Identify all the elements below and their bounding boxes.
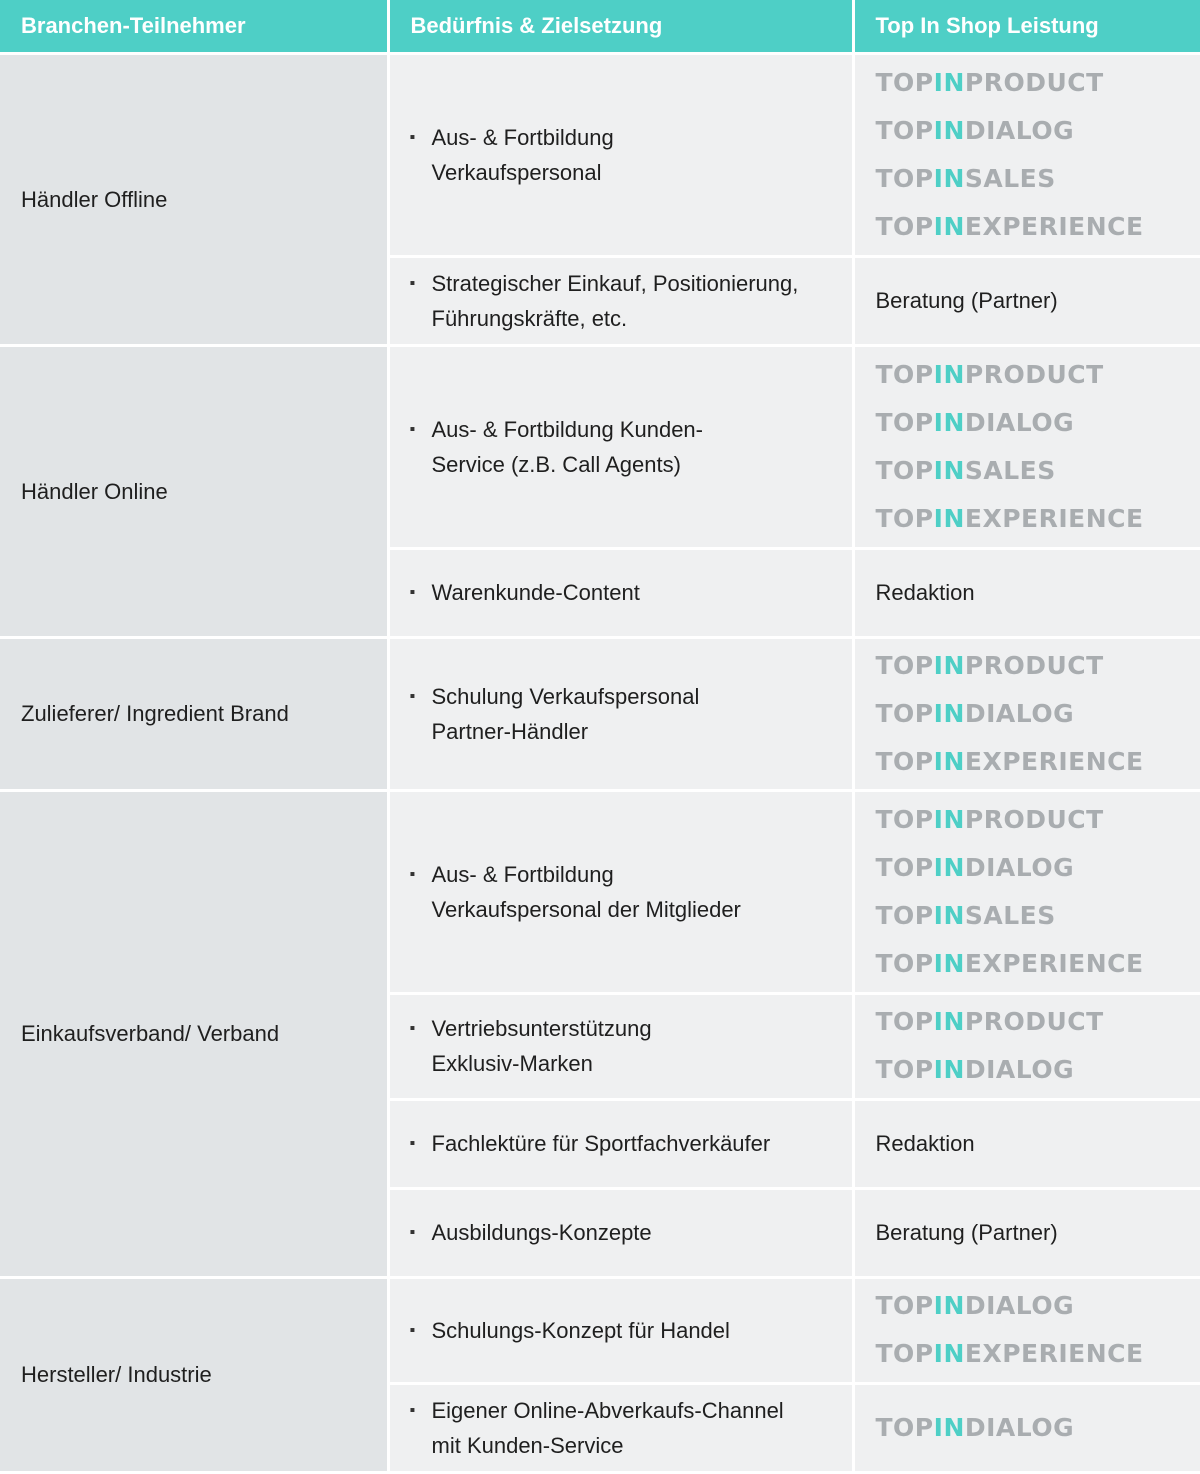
service-brand-product: TOPINPRODUCT [875,1007,1104,1036]
participant-cell: Händler Offline [0,53,388,345]
need-text: Vertriebsunterstützung Exklusiv-Marken [431,1016,652,1076]
table-row [0,637,1200,790]
need-cell [388,53,853,256]
need-cell [388,1099,853,1188]
need-item [410,857,842,927]
service-cell [853,637,1200,790]
need-text: Ausbildungs-Konzepte [431,1220,652,1245]
participant-cell: Händler Online [0,345,388,637]
service-cell [853,1277,1200,1383]
participant-cell: Einkaufsverband/ Verband [0,790,388,1277]
need-cell [388,790,853,993]
need-cell [388,1188,853,1277]
header-row [0,0,1200,53]
need-text: Aus- & Fortbildung Kunden- Service (z.B. Call Agents) [431,416,703,477]
service-brand-dialog: TOPINDIALOG [875,698,1075,728]
service-brand-experience: TOPINEXPERIENCE [875,746,1144,776]
need-item [410,1393,842,1463]
service-text: Beratung (Partner) [875,288,1058,313]
table-row [0,53,1200,256]
service-cell [853,345,1200,548]
service-brand-product: TOPINPRODUCT [875,67,1104,97]
service-cell [853,1383,1200,1472]
need-text: Schulung Verkaufspersonal Partner-Händler [431,683,700,744]
need-cell [388,548,853,637]
need-item [410,679,842,749]
service-brand-dialog: TOPINDIALOG [875,1412,1075,1442]
service-cell [853,548,1200,637]
header-needs: Bedürfnis & Zielsetzung [388,0,853,53]
need-cell [388,993,853,1099]
service-brand-experience: TOPINEXPERIENCE [875,1339,1144,1368]
service-brand-product: TOPINPRODUCT [875,650,1104,680]
service-cell [853,1188,1200,1277]
need-item [410,575,842,610]
bullet-icon: ▪ [409,584,416,601]
need-item [410,412,842,482]
bullet-icon: ▪ [409,1401,416,1419]
bullet-icon: ▪ [409,1321,416,1339]
need-cell [388,1383,853,1472]
need-cell [388,256,853,345]
need-item [410,1011,842,1081]
bullet-icon: ▪ [409,687,416,705]
table-row [0,790,1200,993]
service-text: Redaktion [875,1131,975,1156]
need-text: Schulungs-Konzept für Handel [431,1317,730,1343]
service-brand-sales: TOPINSALES [875,163,1056,193]
need-item [410,1313,842,1348]
need-item [410,266,842,336]
header-participants: Branchen-Teilnehmer [0,0,388,53]
service-brand-experience: TOPINEXPERIENCE [875,211,1144,241]
service-brand-experience: TOPINEXPERIENCE [875,948,1144,978]
bullet-icon: ▪ [409,128,416,146]
bullet-icon: ▪ [409,1020,416,1037]
participant-cell: Zulieferer/ Ingredient Brand [0,637,388,790]
service-brand-experience: TOPINEXPERIENCE [875,503,1144,533]
need-text: Aus- & Fortbildung Verkaufspersonal der Mitglieder [431,861,741,922]
service-brand-dialog: TOPINDIALOG [875,852,1075,882]
service-brand-sales: TOPINSALES [875,455,1056,485]
participant-cell: Hersteller/ Industrie [0,1277,388,1472]
header-services: Top In Shop Leistung [853,0,1200,53]
need-text: Warenkunde-Content [431,580,640,605]
bullet-icon: ▪ [409,1224,416,1241]
need-item [410,120,842,190]
service-brand-dialog: TOPINDIALOG [875,1055,1075,1084]
service-brand-product: TOPINPRODUCT [875,804,1104,834]
need-text: Fachlektüre für Sportfachverkäufer [431,1131,771,1156]
need-item [410,1215,842,1250]
need-cell [388,1277,853,1383]
service-brand-dialog: TOPINDIALOG [875,1291,1075,1320]
bullet-icon: ▪ [409,274,416,292]
service-text: Beratung (Partner) [875,1220,1058,1245]
service-cell [853,53,1200,256]
service-cell [853,256,1200,345]
table-row [0,345,1200,548]
service-text: Redaktion [875,580,975,605]
need-text: Aus- & Fortbildung Verkaufspersonal [431,124,614,185]
service-brand-sales: TOPINSALES [875,900,1056,930]
service-brand-dialog: TOPINDIALOG [875,115,1075,145]
need-cell [388,345,853,548]
table-body [0,53,1200,1472]
service-brand-product: TOPINPRODUCT [875,359,1104,389]
need-text: Strategischer Einkauf, Positionierung, Führungskräfte, etc. [431,270,799,331]
bullet-icon: ▪ [409,865,416,883]
service-cell [853,1099,1200,1188]
need-cell [388,637,853,790]
need-item [410,1126,842,1161]
table-row [0,1277,1200,1383]
service-cell [853,790,1200,993]
service-brand-dialog: TOPINDIALOG [875,407,1075,437]
service-cell [853,993,1200,1099]
need-text: Eigener Online-Abverkaufs-Channel mit Kunden-Service [431,1397,784,1458]
bullet-icon: ▪ [409,420,416,438]
bullet-icon: ▪ [409,1135,416,1152]
